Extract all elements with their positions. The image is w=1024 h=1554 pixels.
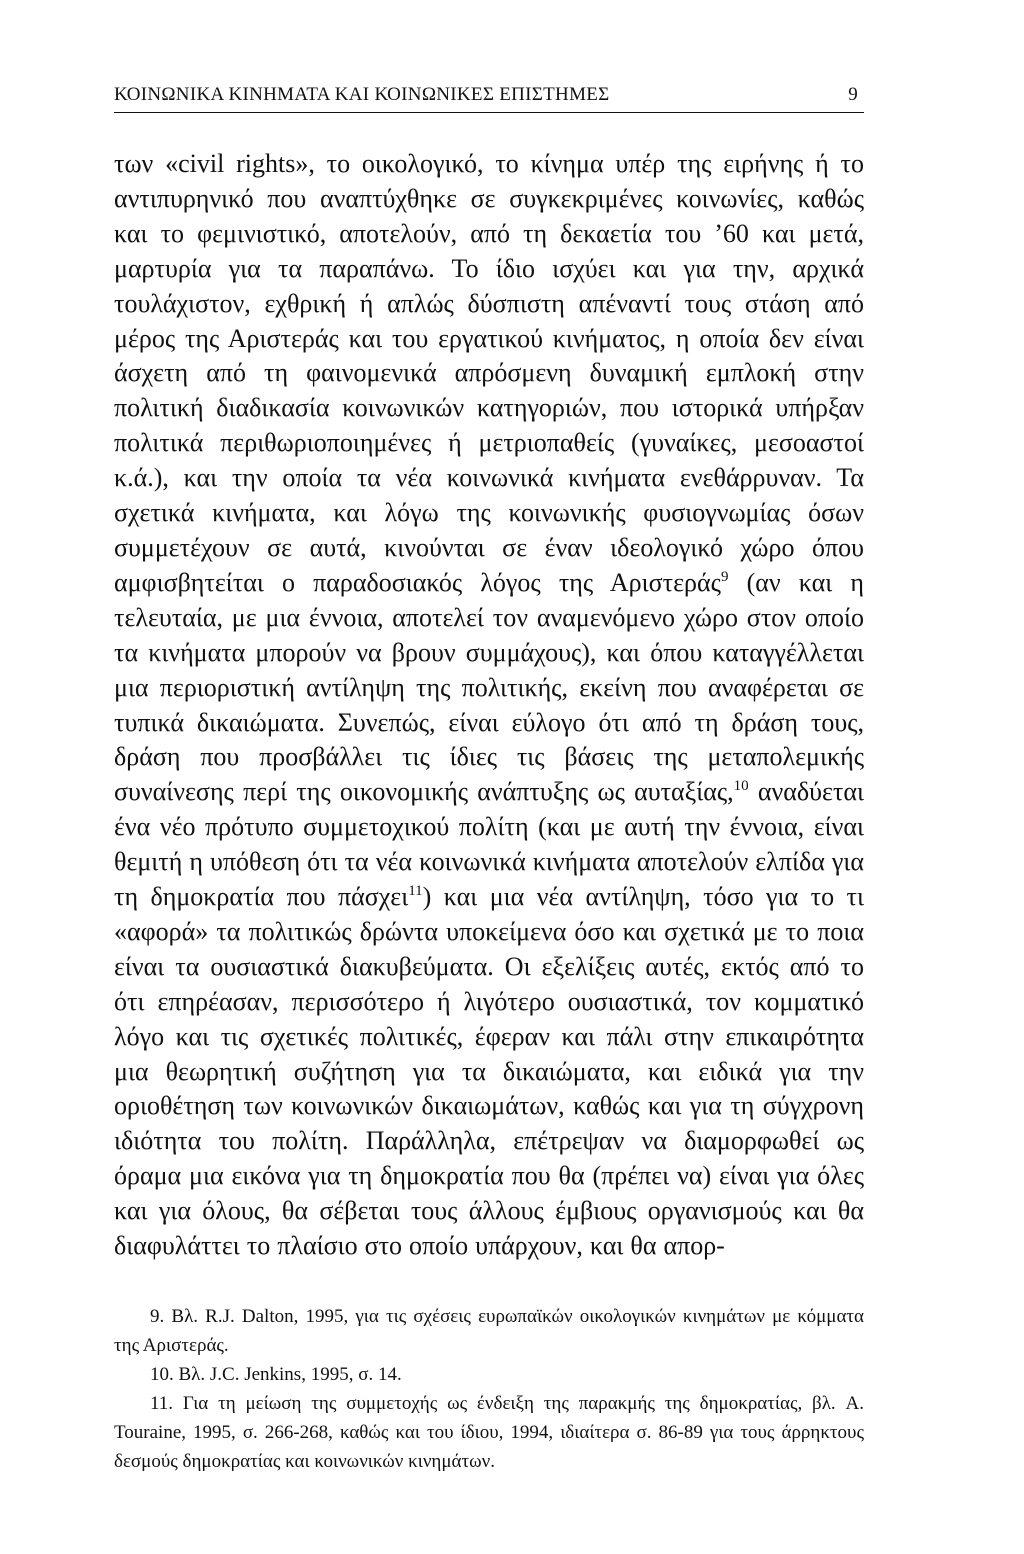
- footnote-11: 11. Για τη μείωση της συμμετοχής ως ένδειξη της παρακμής της δημοκρατίας, βλ. A. Touraine, 1995, σ. 266-268, καθώς και του ίδιου, 1994, ιδιαίτερα σ. 86-89 για τους άρρηκτους δεσμούς δημοκρατίας και κοινωνικών κινημάτων.: [114, 1393, 864, 1472]
- footnote-ref-9[interactable]: 9: [720, 568, 729, 585]
- running-header: [114, 84, 864, 113]
- page-number: 9: [848, 84, 858, 105]
- running-title: ΚΟΙΝΩΝΙΚΑ ΚΙΝΗΜΑΤΑ ΚΑΙ ΚΟΙΝΩΝΙΚΕΣ ΕΠΙΣΤΗΜΕΣ: [114, 84, 610, 105]
- footnote-ref-10[interactable]: 10: [733, 778, 749, 795]
- footnotes: [114, 1302, 864, 1476]
- paragraph-segment: των «civil rights», το οικολογικό, το κίνημα υπέρ της ειρήνης ή το αντιπυρηνικό που αναπτύχθηκε σε συγκεκριμένες κοινωνίες, καθώς και το φεμινιστικό, αποτελούν, από τη δεκαετία του ’60 και μετά, μαρτυρία για τα παραπάνω. Το ίδιο ισχύει και για την, αρχικά τουλάχιστον, εχθρική ή απλώς δύσπιστη απέναντί τους στάση από μέρος της Αριστεράς και του εργατικού κινήματος, η οποία δεν είναι άσχετη από τη φαινομενικά απρόσμενη δυναμική εμπλοκή στην πολιτική διαδικασία κοινωνικών κατηγοριών, που ιστορικά υπήρξαν πολιτικά περιθωριοποιημένες ή μετριοπαθείς (γυναίκες, μεσοαστοί κ.ά.), και την οποία τα νέα κοινωνικά κινήματα ενεθάρρυναν. Τα σχετικά κινήματα, και λόγω της κοινωνικής φυσιογνωμίας όσων συμμετέχουν σε αυτά, κινούνται σε έναν ιδεολογικό χώρο όπου αμφισβητείται ο παραδοσιακός λόγος της Αριστεράς: [114, 149, 864, 597]
- footnote-ref-11[interactable]: 11: [408, 883, 423, 900]
- body-text: [114, 147, 864, 1264]
- footnote-9: 9. Βλ. R.J. Dalton, 1995, για τις σχέσεις ευρωπαϊκών οικολογικών κινημάτων με κόμματα της Αριστεράς.: [114, 1306, 864, 1356]
- paragraph-segment: (αν και η τελευταία, με μια έννοια, αποτελεί τον αναμενόμενο χώρο στον οποίο τα κινήματα μπορούν να βρουν συμμάχους), και όπου καταγγέλλεται μια περιοριστική αντίληψη της πολιτικής, εκείνη που αναφέρεται σε τυπικά δικαιώματα. Συνεπώς, είναι εύλογο ότι από τη δράση τους, δράση που προσβάλλει τις ίδιες τις βάσεις της μεταπολεμικής συναίνεσης περί της οικονομικής ανάπτυξης ως αυταξίας,: [114, 567, 864, 807]
- paragraph-segment: αναδύεται ένα νέο πρότυπο συμμετοχικού πολίτη (και με αυτή την έννοια, είναι θεμιτή η υπόθεση ότι τα νέα κοινωνικά κινήματα αποτελούν ελπίδα για τη δημοκρατία που πάσχει: [114, 777, 865, 912]
- paragraph-segment: ) και μια νέα αντίληψη, τόσο για το τι «αφορά» τα πολιτικώς δρώντα υποκείμενα όσο και σχετικά με το ποια είναι τα ουσιαστικά διακυβεύματα. Οι εξελίξεις αυτές, εκτός από το ότι επηρέασαν, περισσότερο ή λιγότερο ουσιαστικά, τον κομματικό λόγο και τις σχετικές πολιτικές, έφεραν και πάλι στην επικαιρότητα μια θεωρητική συζήτηση για τα δικαιώματα, και ειδικά για την οριοθέτηση των κοινωνικών δικαιωμάτων, καθώς και για τη σύγχρονη ιδιότητα του πολίτη. Παράλληλα, επέτρεψαν να διαμορφωθεί ως όραμα μια εικόνα για τη δημοκρατία που θα (πρέπει να) είναι για όλες και για όλους, θα σέβεται τους άλλους έμβιους οργανισμούς και θα διαφυλάττει το πλαίσιο στο οποίο υπάρχουν, και θα απορ-: [114, 882, 864, 1261]
- main-paragraph: [114, 147, 864, 1264]
- book-page: [114, 84, 864, 1476]
- footnote-10: 10. Βλ. J.C. Jenkins, 1995, σ. 14.: [150, 1364, 402, 1385]
